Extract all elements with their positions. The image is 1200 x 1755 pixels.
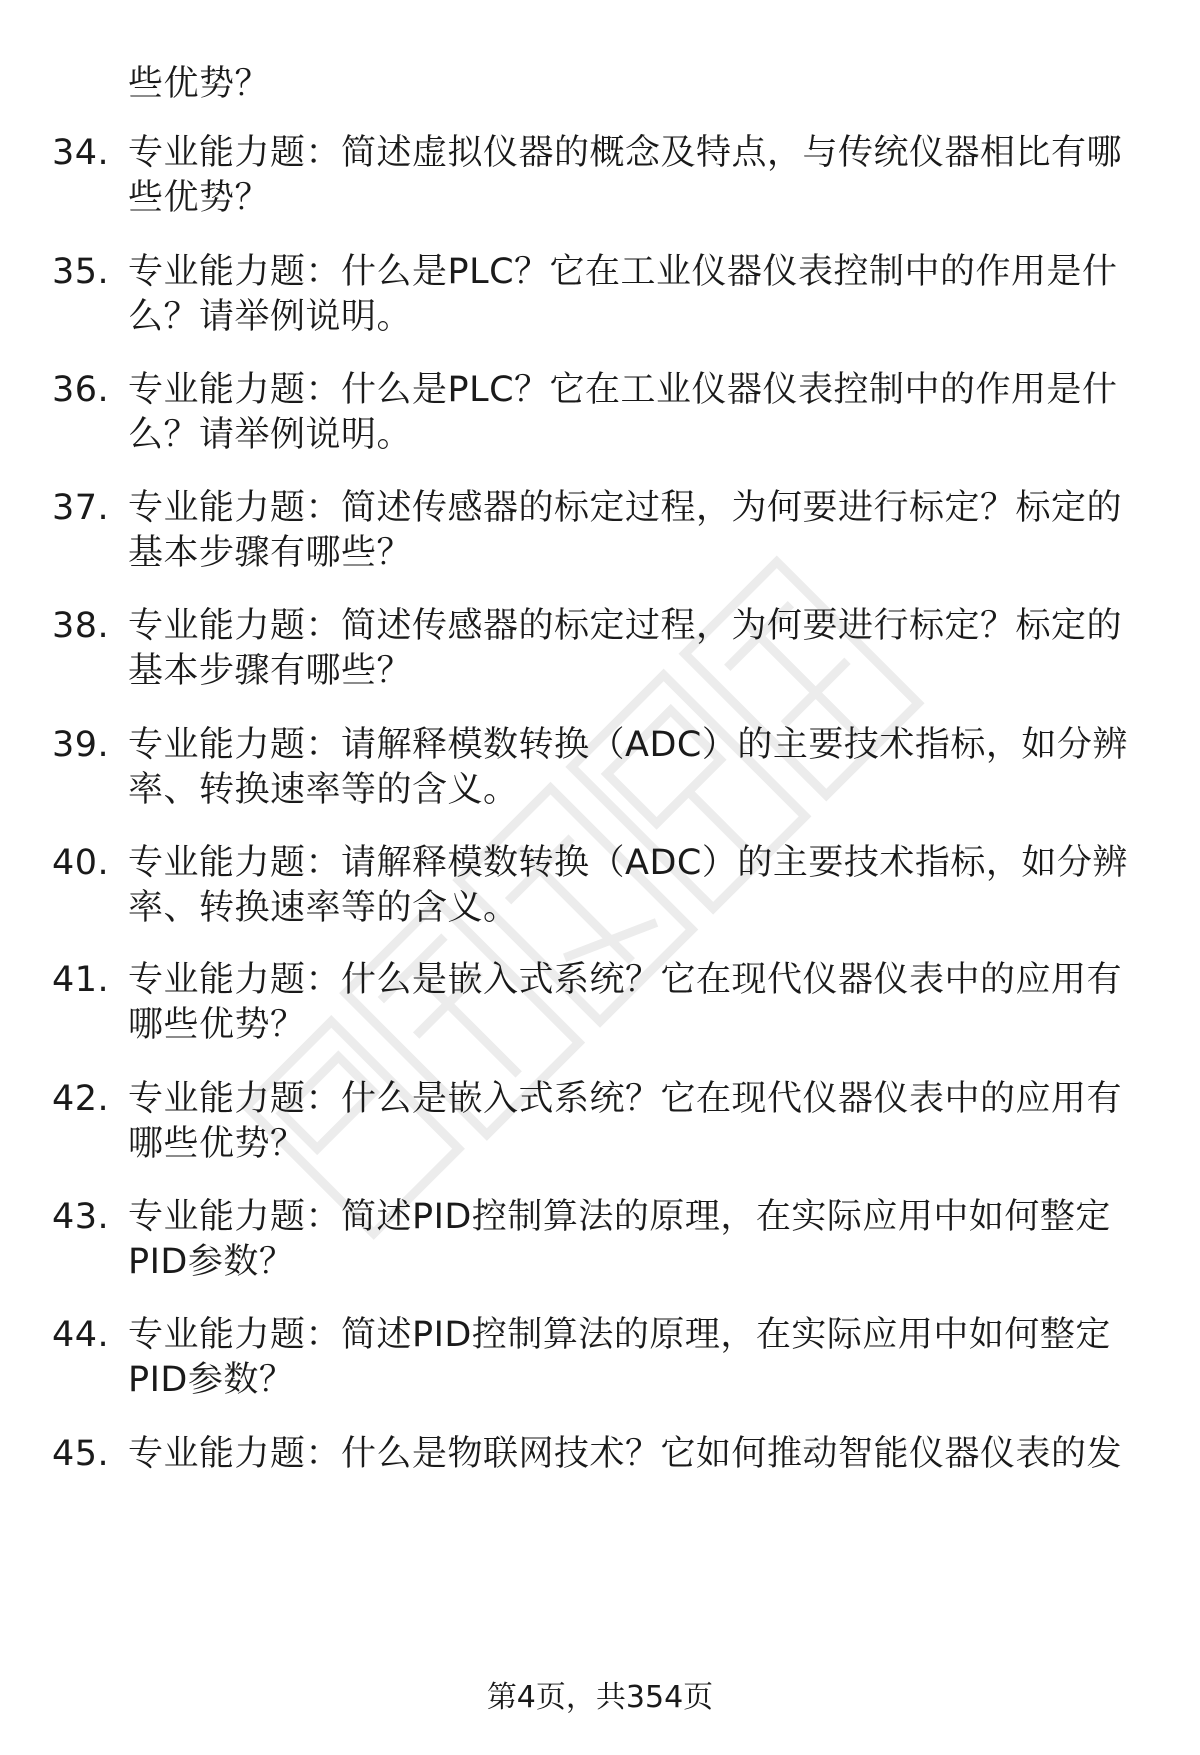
question-text-line2: 基本步骤有哪些？ [128,651,413,691]
question-text-line2: PID参数？ [128,1242,295,1282]
question-text-line1: 专业能力题：什么是嵌入式系统？它在现代仪器仪表中的应用有 [128,1079,1123,1119]
question-text-line1: 专业能力题：什么是PLC？它在工业仪器仪表控制中的作用是什 [128,252,1118,292]
question-number: 45. [52,1434,110,1474]
question-text-line2: 么？请举例说明。 [128,415,413,455]
question-text-line2: PID参数？ [128,1360,295,1400]
question-text-line2: 基本步骤有哪些？ [128,533,413,573]
question-text-line1: 专业能力题：请解释模数转换（ADC）的主要技术指标，如分辨 [128,843,1128,883]
question-number: 34. [52,133,110,173]
question-number: 37. [52,488,110,528]
question-text-line2: 么？请举例说明。 [128,297,413,337]
question-text-line2: 些优势？ [128,178,271,218]
continuation-text: 些优势？ [128,64,271,104]
question-number: 35. [52,252,110,292]
question-number: 44. [52,1315,110,1355]
question-number: 40. [52,843,110,883]
question-number: 42. [52,1079,110,1119]
question-text-line1: 专业能力题：简述传感器的标定过程，为何要进行标定？标定的 [128,606,1123,646]
question-number: 43. [52,1197,110,1237]
question-text-line1: 专业能力题：简述传感器的标定过程，为何要进行标定？标定的 [128,488,1123,528]
question-text-line2: 哪些优势？ [128,1124,306,1164]
question-number: 36. [52,370,110,410]
question-text-line1: 专业能力题：请解释模数转换（ADC）的主要技术指标，如分辨 [128,725,1128,765]
question-number: 38. [52,606,110,646]
question-number: 39. [52,725,110,765]
question-text-line2: 率、转换速率等的含义。 [128,888,519,928]
question-text-line2: 率、转换速率等的含义。 [128,770,519,810]
page-footer: 第4页，共354页 [486,1680,714,1715]
question-text-line1: 专业能力题：简述PID控制算法的原理，在实际应用中如何整定 [128,1315,1111,1355]
question-text-line1: 专业能力题：简述PID控制算法的原理，在实际应用中如何整定 [128,1197,1111,1237]
question-text-line2: 哪些优势？ [128,1005,306,1045]
question-text-line1: 专业能力题：什么是物联网技术？它如何推动智能仪器仪表的发 [128,1434,1123,1474]
question-text-line1: 专业能力题：什么是嵌入式系统？它在现代仪器仪表中的应用有 [128,960,1123,1000]
question-text-line1: 专业能力题：简述虚拟仪器的概念及特点，与传统仪器相比有哪 [128,133,1123,173]
question-number: 41. [52,960,110,1000]
question-text-line1: 专业能力题：什么是PLC？它在工业仪器仪表控制中的作用是什 [128,370,1118,410]
